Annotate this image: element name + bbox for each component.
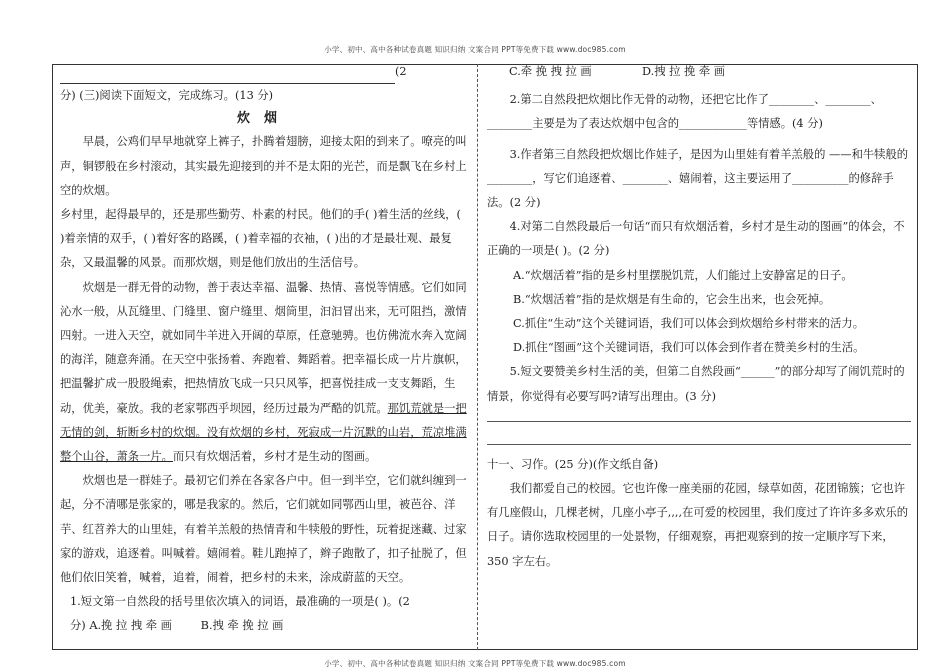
paragraph-3-start: 炊烟是一群无骨的动物，善于表达幸福、温馨、热情、喜悦等情感。它们如同沁水一般，从瓦缝里、门缝里、窗户缝里、烟筒里，汩汩冒出来，无可阻挡，激情四射。一进入天空，就如同牛羊进入开阔的草原，任意驰骋。也仿佛流水奔入宽阔的海洋，随意奔涌。在天空中张扬着、奔跑着、舞蹈着。把幸福长成一片片旗帜，把温馨扩成一股股绳索，把热情放飞成一只只风筝，把喜悦挂成一支支舞蹈，生动，优美，豪放。我的老家鄂西乎坝园，经历过最为严酷的饥荒。 [60, 280, 467, 415]
question-4: 4.对第二自然段最后一句话“而只有炊烟活着，乡村才是生动的图画”的体会，不正确的一项是( )。(2 分) [487, 220, 905, 258]
passage-paragraph-3 [60, 276, 468, 470]
column-divider [477, 64, 478, 650]
question-1: 1.短文第一自然段的括号里依次填入的词语，最准确的一项是( )。(2 [70, 595, 410, 609]
option-4c: C.抓住“生动”这个关键词语，我们可以体会到炊烟给乡村带来的活力。 [513, 317, 864, 331]
option-1d: D.拽 拉 挽 牵 画 [641, 65, 726, 78]
paragraph-3-end: 而只有炊烟活着，乡村才是生动的图画。 [172, 450, 377, 464]
left-column [60, 60, 468, 639]
answer-line-row [60, 60, 468, 84]
option-1a: A.挽 拉 拽 牵 画 [89, 619, 172, 633]
answer-line [60, 69, 395, 84]
question-3: 3.作者第三自然段把炊烟比作娃子，是因为山里娃有着羊羔般的 ——和牛犊般的________，写它们追逐着、________、嬉闹着，这主要运用了__________的修辞手法。(2 分) [487, 147, 909, 210]
page-footer: 小学、初中、高中各种试卷真题 知识归纳 文案合同 PPT等免费下载 www.doc985.com [324, 659, 626, 668]
question-2: 2.第二自然段把炊烟比作无骨的动物，还把它比作了________、________、________主要是为了表达炊烟中包含的____________等情感。(4 分) [487, 93, 882, 131]
passage-title: 炊烟 [236, 111, 291, 127]
answer-line-suffix: (2 [395, 65, 407, 78]
option-4d: D.抓住“图画”这个关键词语，我们可以体会到作者在赞美乡村的生活。 [513, 341, 865, 355]
option-1b: B.拽 牵 挽 拉 画 [200, 619, 284, 633]
passage-paragraph-2: 乡村里，起得最早的，还是那些勤劳、朴素的村民。他们的手( )着生活的丝线，( )着亲情的双手，( )着好客的路蹊，( )着幸福的衣袖，( )出的才是最壮观、最复杂，又最温馨的风景。而那炊烟，则是他们放出的生活信号。 [60, 208, 461, 270]
question-1-options [60, 614, 468, 638]
option-4b: B.“炊烟活着”指的是炊烟是有生命的，它会生出来，也会死掉。 [513, 292, 831, 306]
page-header: 小学、初中、高中各种试卷真题 知识归纳 文案合同 PPT等免费下载 www.doc985.com [324, 45, 626, 54]
option-1c: C.牵 挽 拽 拉 画 [509, 65, 592, 78]
section-intro: 分) (三)阅读下面短文，完成练习。(13 分) [60, 89, 274, 103]
passage-paragraph-4: 炊烟也是一群娃子。最初它们养在各家各户中。但一到半空，它们就纠缠到一起，分不清哪是张家的，哪是我家的。然后，它们就如同鄂西山里，被芭谷、洋芋、红苕养大的山里娃，有着羊羔般的热情青和牛犊般的野性，玩着捉迷藏、过家家的游戏，追逐着。叫喊着。嬉闹着。鞋儿跑掉了，辫子跑散了，扣子扯脱了，但他们依旧笑着，喊着，追着，闹着，把乡村的未来，涂成蔚蓝的天空。 [60, 474, 467, 585]
question-1-options-cont [487, 60, 911, 84]
underlined-sentence: 那饥荒就是一把无情的剑，斩断乡村的炊烟。没有炊烟的乡村，死寂成一片沉默的山岩，荒凉堆满整个山谷，萧条一片。 [60, 401, 467, 464]
answer-line-1 [487, 421, 911, 422]
section-11-body: 我们都爱自己的校园。它也许像一座美丽的花园，绿草如茵，花团锦簇；它也许有几座假山，几棵老树，几座小亭子,,,,在可爱的校园里，我们度过了许许多多欢乐的日子。请你选取校园里的一处景物，仔细观察，再把观察到的按一定顺序写下来，350 字左右。 [487, 482, 909, 568]
question-5: 5.短文要赞美乡村生活的美，但第二自然段画“______”的部分却写了闹饥荒时的情景，你觉得有必要写吗?请写出理由。(3 分) [487, 365, 905, 403]
right-column [487, 60, 911, 574]
option-4a: A.“炊烟活着”指的是乡村里摆脱饥荒，人们能过上安静富足的日子。 [513, 268, 853, 282]
question-1-cont: 分) [70, 619, 86, 633]
passage-paragraph-1: 早晨，公鸡们早早地就穿上裤子，扑腾着翅膀，迎接太阳的到来了。嘹亮的叫声，铜锣般在乡村滚动，其实最先迎接到的并不是太阳的光芒，而是飘飞在乡村上空的炊烟。 [60, 135, 467, 197]
section-11-title: 十一、习作。(25 分)(作文纸自备) [487, 457, 659, 471]
answer-line-2 [487, 444, 911, 445]
